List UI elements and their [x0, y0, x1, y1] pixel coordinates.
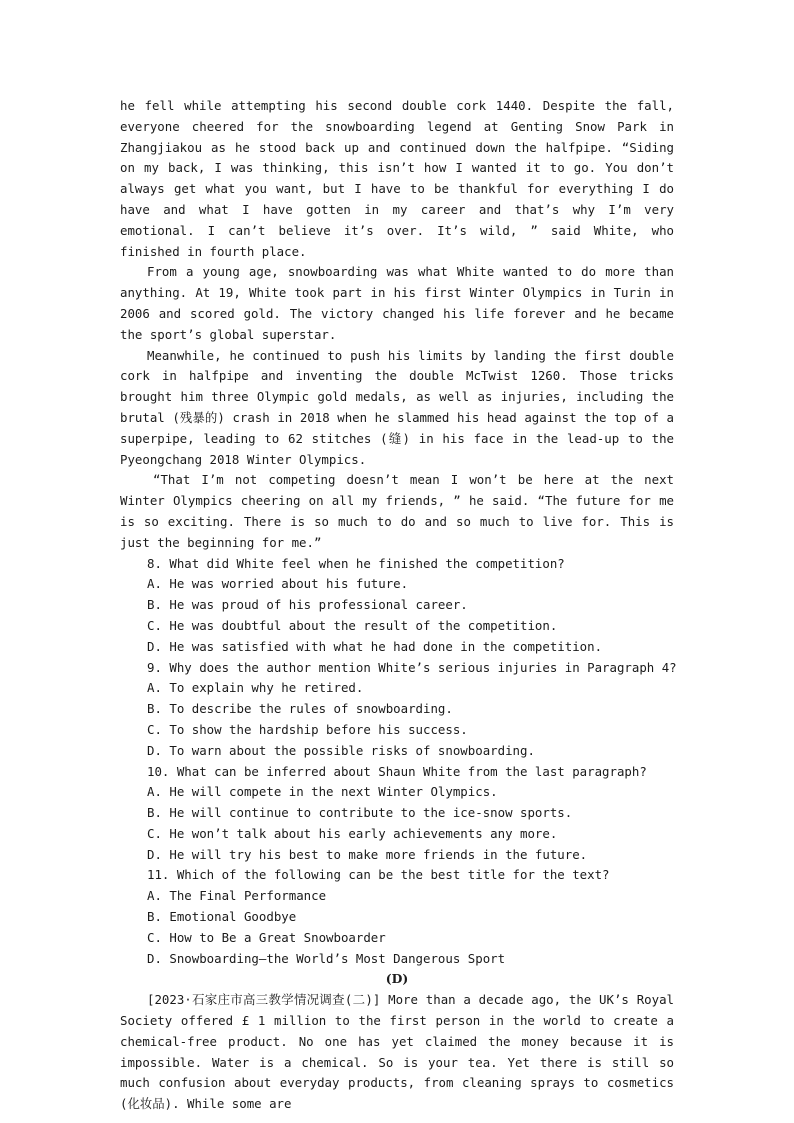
passage-c-paragraph-4: “That I’m not competing doesn’t mean I won’t be here at the next Winter Olympics cheering on all my friends, ” he said. “The future for me is so exciting. There is so much to do and so much to live for. This is just the beginning for me.”: [120, 472, 674, 550]
option-c: C. He won’t talk about his early achievements any more.: [147, 825, 558, 841]
question-9: [120, 658, 677, 762]
option-a: A. He was worried about his future.: [147, 576, 409, 592]
option-b: B. Emotional Goodbye: [147, 909, 297, 925]
option-d: D. He will try his best to make more friends in the future.: [147, 846, 588, 862]
option-d: D. He was satisfied with what he had done in the competition.: [147, 638, 603, 654]
passage-d-label: (D): [385, 971, 409, 987]
passage-c-paragraph-2: From a young age, snowboarding was what White wanted to do more than anything. At 19, White took part in his first Winter Olympics in Turin in 2006 and scored gold. The victory changed his life forever and he became the sport’s global superstar.: [120, 264, 674, 342]
option-b: B. He will continue to contribute to the ice-snow sports.: [147, 805, 573, 821]
option-b: B. He was proud of his professional career.: [147, 597, 468, 613]
question-8: [120, 554, 674, 658]
option-a: A. To explain why he retired.: [147, 680, 364, 696]
question-10: [120, 762, 674, 866]
question-stem: 10. What can be inferred about Shaun White from the last paragraph?: [147, 763, 647, 779]
question-stem: 11. Which of the following can be the best title for the text?: [147, 867, 610, 883]
passage-c-paragraph-3: Meanwhile, he continued to push his limits by landing the first double cork in halfpipe and inventing the double McTwist 1260. Those tricks brought him three Olympic gold medals, as well as injuries, including the brutal (残暴的) crash in 2018 when he slammed his head against the top of a superpipe, leading to 62 stitches (缝) in his face in the lead-up to the Pyeongchang 2018 Winter Olympics.: [120, 347, 674, 467]
option-d: D. Snowboarding—the World’s Most Dangerous Sport: [147, 950, 506, 966]
option-a: A. He will compete in the next Winter Olympics.: [147, 784, 498, 800]
question-11: [120, 865, 674, 969]
document-page: [120, 96, 677, 1115]
option-c: C. He was doubtful about the result of the competition.: [147, 617, 558, 633]
passage-c-paragraph-1: he fell while attempting his second double cork 1440. Despite the fall, everyone cheered for the snowboarding legend at Genting Snow Park in Zhangjiakou as he stood back up and continued down the halfpipe. “Siding on my back, I was thinking, this isn’t how I wanted it to go. You don’t always get what you want, but I have to be thankful for everything I do have and what I have gotten in my career and that’s why I’m very emotional. I can’t believe it’s over. It’s wild, ” said White, who finished in fourth place.: [120, 98, 674, 259]
option-a: A. The Final Performance: [147, 888, 327, 904]
passage-d-paragraph-1: [2023·石家庄市高三教学情况调查(二)] More than a decade ago, the UK’s Royal Society offered £ 1 million to the first person in the world to create a chemical-free product. No one has yet claimed the money because it is impossible. Water is a chemical. So is your tea. Yet there is still so much confusion about everyday products, from cleaning sprays to cosmetics (化妆品). While some are: [120, 992, 674, 1112]
option-b: B. To describe the rules of snowboarding.: [147, 701, 453, 717]
question-stem: 8. What did White feel when he finished the competition?: [147, 555, 565, 571]
question-stem: 9. Why does the author mention White’s serious injuries in Paragraph 4?: [147, 659, 677, 675]
option-d: D. To warn about the possible risks of snowboarding.: [147, 742, 535, 758]
option-c: C. To show the hardship before his success.: [147, 721, 468, 737]
option-c: C. How to Be a Great Snowboarder: [147, 929, 386, 945]
